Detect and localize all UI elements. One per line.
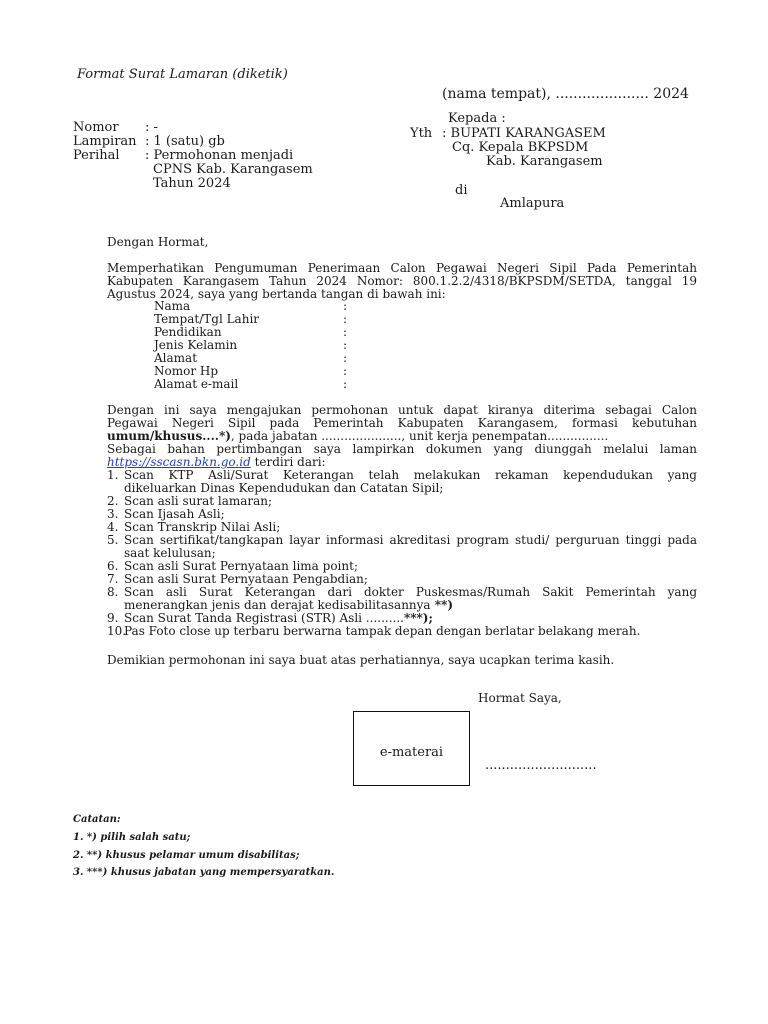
nomor-label: Nomor: [73, 120, 119, 135]
list-item-number: 5.: [107, 533, 119, 547]
list-item: Scan asli Surat Pernyataan lima point;: [124, 559, 358, 573]
field-colon: :: [343, 312, 348, 326]
lampiran-label: Lampiran: [73, 134, 137, 149]
note-item: 3. ***) khusus jabatan yang mempersyaratkan.: [73, 867, 335, 878]
body-line: Pegawai Negeri Sipil pada Pemerintah Kabupaten Karangasem, formasi kebutuhan: [107, 416, 697, 430]
city: Amlapura: [500, 196, 565, 211]
list-item: Scan sertifikat/tangkapan layar informasi akreditasi program studi/ perguruan tinggi pada: [124, 533, 697, 547]
field-colon: :: [343, 377, 348, 391]
notes-title: Catatan:: [73, 814, 121, 825]
field-label-jenis-kelamin: Jenis Kelamin: [154, 338, 238, 352]
field-label-alamat-email: Alamat e-mail: [154, 377, 239, 391]
jabatan-text: , pada jabatan ....................., unit kerja penempatan................: [230, 429, 609, 443]
list-item-number: 3.: [107, 507, 119, 521]
list-item: Scan Ijasah Asli;: [124, 507, 225, 521]
list-item-number: 1.: [107, 468, 119, 482]
list-item-continuation: dikeluarkan Dinas Kependudukan dan Catatan Sipil;: [124, 481, 444, 495]
note-item: 1. *) pilih salah satu;: [73, 832, 191, 843]
list-item-number: 6.: [107, 559, 119, 573]
list-item-number: 2.: [107, 494, 119, 508]
field-colon: :: [343, 364, 348, 378]
list-item-number: 4.: [107, 520, 119, 534]
format-title: Format Surat Lamaran (diketik): [77, 67, 288, 82]
footnote-mark: **): [430, 598, 453, 612]
perihal-value-2: CPNS Kab. Karangasem: [153, 162, 313, 177]
e-materai-label: e-materai: [379, 745, 444, 760]
intro-line: Agustus 2024, saya yang bertanda tangan di bawah ini:: [107, 287, 446, 301]
body-line: Dengan ini saya mengajukan permohonan untuk dapat kiranya diterima sebagai Calon: [107, 403, 697, 417]
list-item: Scan KTP Asli/Surat Keterangan telah melakukan rekaman kependudukan yang: [124, 468, 697, 482]
list-item-number: 7.: [107, 572, 119, 586]
list-item: Scan Transkrip Nilai Asli;: [124, 520, 281, 534]
field-colon: :: [343, 351, 348, 365]
note-item: 2. **) khusus pelamar umum disabilitas;: [73, 850, 300, 861]
field-colon: :: [343, 299, 348, 313]
list-item-number: 9.: [107, 611, 119, 625]
field-label-tempat-tgl-lahir: Tempat/Tgl Lahir: [154, 312, 260, 326]
hormat-saya: Hormat Saya,: [478, 691, 562, 705]
perihal-value-3: Tahun 2024: [153, 176, 231, 191]
perihal-value: : Permohonan menjadi: [145, 148, 294, 163]
nomor-value: : -: [145, 120, 158, 135]
e-materai-box: [353, 711, 470, 786]
link-after-text: terdiri dari:: [250, 455, 326, 469]
list-item: Scan asli Surat Pernyataan Pengabdian;: [124, 572, 368, 586]
kepada: Kepada :: [448, 111, 506, 126]
perihal-label: Perihal: [73, 148, 120, 163]
list-item: Scan asli surat lamaran;: [124, 494, 273, 508]
intro-line: Kabupaten Karangasem Tahun 2024 Nomor: 800.1.2.2/4318/BKPSDM/SETDA, tanggal 19: [107, 274, 697, 288]
continuation-text: menerangkan jenis dan derajat kedisabilitasannya: [124, 598, 431, 612]
di: di: [455, 183, 468, 198]
body-line: Sebagai bahan pertimbangan saya lampirkan dokumen yang diunggah melalui laman: [107, 442, 697, 456]
recipient: : BUPATI KARANGASEM: [442, 126, 606, 141]
field-colon: :: [343, 338, 348, 352]
kab-recipient: Kab. Karangasem: [486, 154, 603, 169]
cq-recipient: Cq. Kepala BKPSDM: [452, 140, 589, 155]
field-label-alamat: Alamat: [154, 351, 198, 365]
closing-statement: Demikian permohonan ini saya buat atas perhatiannya, saya ucapkan terima kasih.: [107, 653, 615, 667]
yth: Yth: [410, 126, 433, 141]
greeting: Dengan Hormat,: [107, 235, 209, 249]
sscasn-link[interactable]: https://sscasn.bkn.go.id: [107, 455, 251, 469]
field-label-nama: Nama: [154, 299, 191, 313]
item-text: Scan Surat Tanda Registrasi (STR) Asli ..........: [124, 611, 404, 625]
lampiran-value: : 1 (satu) gb: [145, 134, 225, 149]
list-item: Pas Foto close up terbaru berwarna tampak depan dengan berlatar belakang merah.: [124, 624, 641, 638]
place-date: (nama tempat), ..................... 2024: [442, 86, 689, 102]
intro-line: Memperhatikan Pengumuman Penerimaan Calon Pegawai Negeri Sipil Pada Pemerintah: [107, 261, 697, 275]
list-item-number: 8.: [107, 585, 119, 599]
formasi-choice: umum/khusus....*): [107, 429, 231, 443]
list-item: Scan asli Surat Keterangan dari dokter Puskesmas/Rumah Sakit Pemerintah yang: [124, 585, 697, 599]
field-label-pendidikan: Pendidikan: [154, 325, 222, 339]
field-label-nomor-hp: Nomor Hp: [154, 364, 219, 378]
footnote-mark: ***);: [403, 611, 433, 625]
list-item-continuation: saat kelulusan;: [124, 546, 216, 560]
list-item-number: 10.: [107, 624, 127, 638]
signature-line: ...........................: [485, 758, 597, 773]
field-colon: :: [343, 325, 348, 339]
